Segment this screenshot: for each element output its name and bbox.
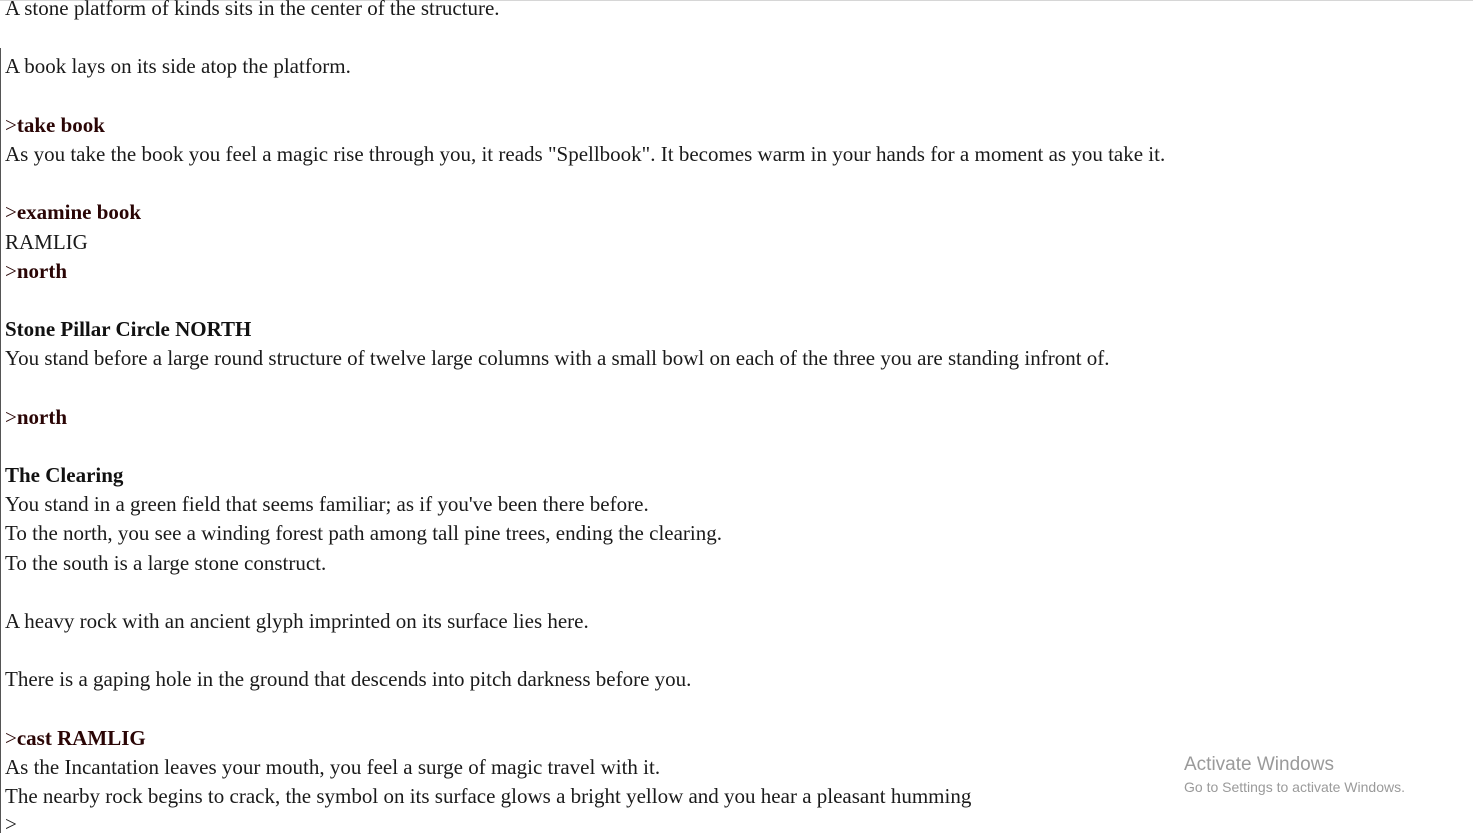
blank-line [5,578,1465,607]
command-text: take book [16,112,105,137]
transcript-text: You stand in a green field that seems familiar; as if you've been there before. [5,492,649,517]
transcript-text: You stand before a large round structure of twelve large columns with a small bowl on each of the three you are standing infront of. [5,346,1110,371]
transcript-text: To the south is a large stone construct. [5,550,327,575]
transcript-text: A stone platform of kinds sits in the center of the structure. [5,0,500,20]
game-transcript [5,0,1465,811]
transcript-text: The nearby rock begins to crack, the symbol on its surface glows a bright yellow and you hear a pleasant humming [5,784,972,809]
command-line [5,111,1465,140]
room-heading: Stone Pillar Circle NORTH [5,317,252,342]
command-prompt: > [5,112,17,137]
transcript-text: RAMLIG [5,229,88,254]
blank-line [5,82,1465,111]
blank-line [5,286,1465,315]
input-prompt: > [5,812,17,833]
watermark-subtitle: Go to Settings to activate Windows. [1184,779,1405,795]
transcript-text: A book lays on its side atop the platform. [5,54,351,79]
command-prompt: > [5,404,17,429]
blank-line [5,432,1465,461]
blank-line [5,373,1465,402]
command-line [5,257,1465,286]
command-input[interactable] [18,812,1122,833]
transcript-text: A heavy rock with an ancient glyph imprinted on its surface lies here. [5,608,589,633]
command-prompt: > [5,725,17,750]
command-text: cast RAMLIG [16,725,146,750]
blank-line [5,23,1465,52]
transcript-text: To the north, you see a winding forest path among tall pine trees, ending the clearing. [5,521,722,546]
command-prompt: > [5,258,17,283]
transcript-text: There is a gaping hole in the ground that descends into pitch darkness before you. [5,667,692,692]
blank-line [5,636,1465,665]
command-text: north [16,404,68,429]
command-prompt: > [5,200,17,225]
transcript-text: As you take the book you feel a magic rise through you, it reads "Spellbook". It becomes warm in your hands for a moment as you take it. [5,141,1166,166]
blank-line [5,169,1465,198]
transcript-text: As the Incantation leaves your mouth, you feel a surge of magic travel with it. [5,754,661,779]
command-text: examine book [16,200,142,225]
blank-line [5,695,1465,724]
command-text: north [16,258,68,283]
command-line [5,724,1465,753]
activate-windows-watermark [1184,753,1405,797]
left-border [0,48,1,833]
room-heading: The Clearing [5,463,124,487]
command-line [5,198,1465,227]
command-line [5,403,1465,432]
watermark-title: Activate Windows [1184,754,1334,775]
